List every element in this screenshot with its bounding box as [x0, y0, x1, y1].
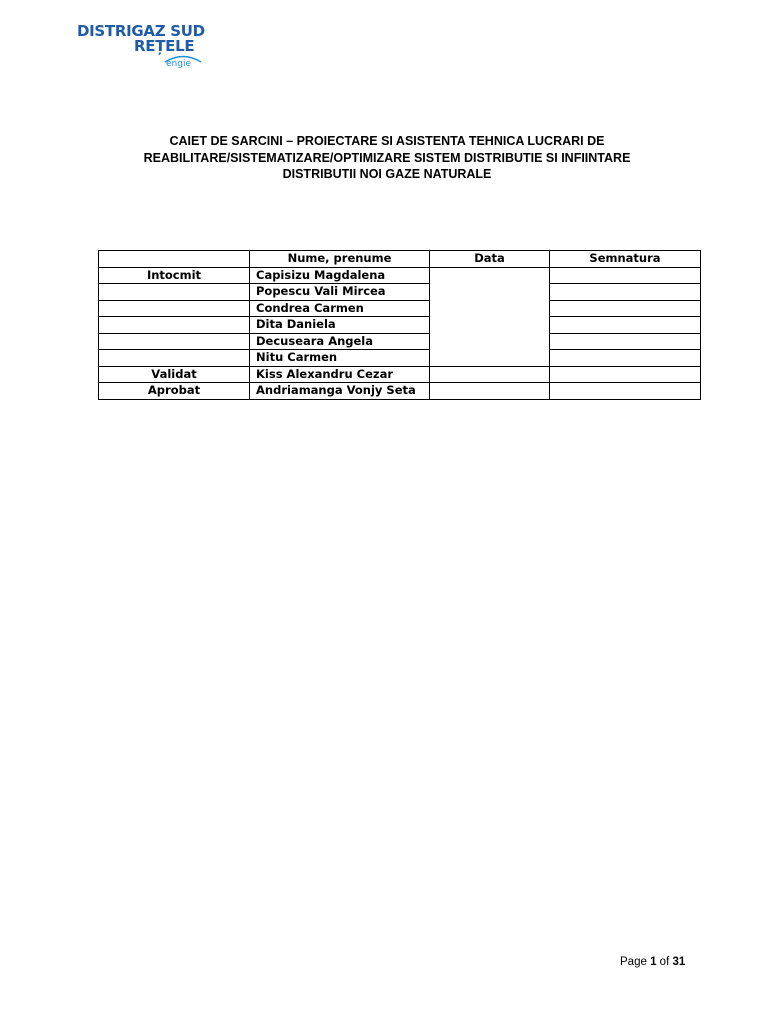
title-line: REABILITARE/SISTEMATIZARE/OPTIMIZARE SISTEM DISTRIBUTIE SI INFIINTARE	[143, 150, 631, 165]
logo-text-retele: REȚELE	[134, 37, 195, 55]
name-cell: Kiss Alexandru Cezar	[250, 366, 430, 383]
name-cell: Decuseara Angela	[250, 333, 430, 350]
document-title	[100, 133, 674, 183]
name-cell: Popescu Vali Mircea	[250, 284, 430, 301]
logo-text-engie: engie	[166, 59, 191, 69]
role-cell	[99, 284, 250, 301]
table-row	[99, 350, 701, 367]
name-cell: Andriamanga Vonjy Seta	[250, 383, 430, 400]
title-line: CAIET DE SARCINI – PROIECTARE SI ASISTENTA TEHNICA LUCRARI DE	[169, 134, 605, 148]
table-row	[99, 383, 701, 400]
table-row	[99, 300, 701, 317]
role-cell	[99, 350, 250, 367]
company-logo	[77, 22, 217, 72]
role-cell: Intocmit	[99, 267, 250, 284]
header-cell-name: Nume, prenume	[250, 251, 430, 268]
table-row	[99, 284, 701, 301]
name-cell: Dita Daniela	[250, 317, 430, 334]
signature-cell	[550, 317, 701, 334]
header-cell-role	[99, 251, 250, 268]
page-label: Page	[620, 956, 647, 968]
table-row	[99, 333, 701, 350]
page-total: 31	[672, 956, 686, 968]
logo-text-distrigaz-sud: DISTRIGAZ SUD	[77, 22, 205, 40]
name-cell: Nitu Carmen	[250, 350, 430, 367]
signature-cell	[550, 300, 701, 317]
signature-cell	[550, 333, 701, 350]
signature-cell	[550, 350, 701, 367]
role-cell: Aprobat	[99, 383, 250, 400]
signature-cell	[550, 366, 701, 383]
role-cell: Validat	[99, 366, 250, 383]
table-header-row	[99, 251, 701, 268]
table-row	[99, 317, 701, 334]
page-number	[620, 956, 685, 968]
table-row	[99, 267, 701, 284]
title-line: DISTRIBUTII NOI GAZE NATURALE	[282, 167, 492, 181]
role-cell	[99, 300, 250, 317]
header-cell-signature: Semnatura	[550, 251, 701, 268]
signature-cell	[550, 383, 701, 400]
role-cell	[99, 317, 250, 334]
role-cell	[99, 333, 250, 350]
signature-cell	[550, 284, 701, 301]
date-cell	[430, 267, 550, 366]
name-cell: Capisizu Magdalena	[250, 267, 430, 284]
page-of-label: of	[659, 956, 670, 968]
date-cell	[430, 383, 550, 400]
signature-table	[98, 250, 701, 400]
page-current: 1	[650, 956, 657, 968]
date-cell	[430, 366, 550, 383]
name-cell: Condrea Carmen	[250, 300, 430, 317]
table-row	[99, 366, 701, 383]
signature-cell	[550, 267, 701, 284]
header-cell-date: Data	[430, 251, 550, 268]
